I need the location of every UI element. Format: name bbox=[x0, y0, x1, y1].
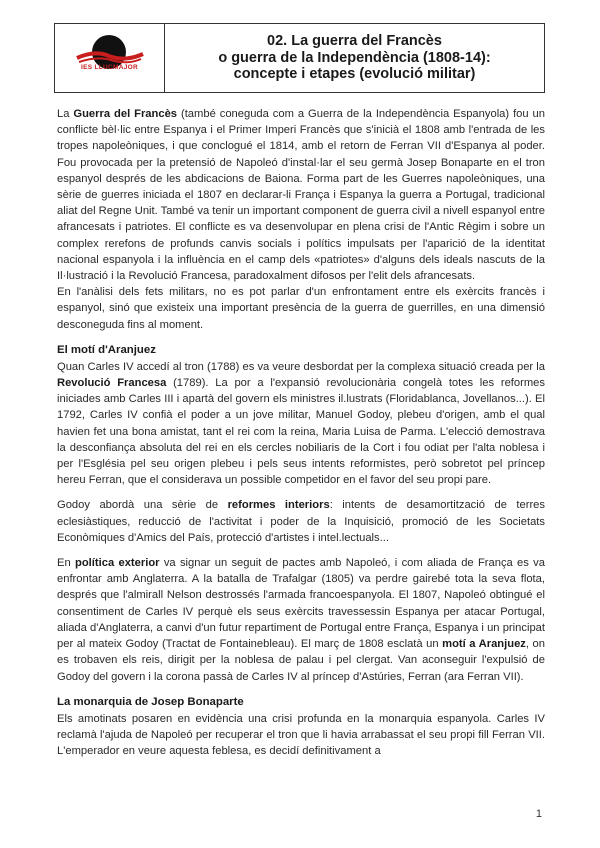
section-heading-monarquia: La monarquia de Josep Bonaparte bbox=[57, 695, 244, 708]
motin-paragraph-1: Quan Carles IV accedí al tron (1788) es va veure desbordat per la complexa situació creada per la Revolució Francesa (1789). La por a l'expansió revolucionària congelà totes les reformes iniciades amb Carles III i apartà del govern els ministres il.lustrats (Floridablanca, Jovellanos...). El 1792, Carles IV confià el poder a un jove militar, Manuel Godoy, plebeu d'origen, amb el qual havien fet una bona amistat, tant el rei com la reina, Maria Luisa de Parma. L'elecció demostrava la desconfiança absoluta del rei en els cercles nobiliaris de la Cort i fou odiat per l'alta noblesa i per l'Església pel seu origen plebeu i pels seus intents reformistes, però sobretot pel príncep hereu Ferran, que el considerava un possible competidor en el favor del seu propi pare. bbox=[57, 360, 545, 487]
page-title bbox=[165, 24, 544, 92]
title-line-2: o guerra de la Independència (1808-14): bbox=[218, 49, 491, 66]
school-logo bbox=[55, 24, 165, 92]
motin-paragraph-2: Godoy abordà una sèrie de reformes interiors: intents de desamortització de terres eclesiàstiques, reducció de l'activitat i poder de la Inquisició, promoció de les Societats Econòmiques d'Amics del País, protecció d'artistes i intel.lectuals... bbox=[57, 499, 545, 544]
term-politica-exterior: política exterior bbox=[75, 557, 160, 570]
term-moti-aranjuez: motí a Aranjuez bbox=[442, 638, 526, 651]
term-revolucio-francesa: Revolució Francesa bbox=[57, 377, 167, 390]
monarquia-paragraph-1: Els amotinats posaren en evidència una crisi profunda en la monarquia espanyola. Carles IV reclamà l'ajuda de Napoleó per recuperar el tron que li havia arrabassat el seu propi fill Ferran VII. L'emperador en veure aquesta feblesa, es decidí definitivament a bbox=[57, 712, 545, 758]
intro-paragraph-1: La Guerra del Francès (també coneguda com a Guerra de la Independència Espanyola) fou un conflicte bèl·lic entre Espanya i el Primer Imperi Francès que s'inicià el 1808 amb l'entrada de les tropes napoleòniques, i que conclogué el 1814, amb el retorn de Ferran VII d'Espanya al poder. Fou provocada per la pretensió de Napoleó d'instal·lar el seu germà Josep Bonaparte en el tron espanyol després de les abdicacions de Baiona. Forma part de les Guerres napoleòniques, una sèrie de guerres iniciada el 1807 en declarar-li França i Espanya la guerra a Portugal, tradicional aliat del Regne Unit. També va tenir un important component de guerra civil a nivell espanyol entre afrancesats i patriotes. El conflicte es va desenvolupar en plena crisi de l'Antic Règim i sobre un complex rerefons de profunds canvis socials i polítics impulsats per l'aparició de la identitat nacional espanyola i la influència en el camp dels «patriotes» d'alguns dels ideals nascuts de la Il·lustració i la Revolució Francesa, paradoxalment difosos per l'elit dels afrancesats. bbox=[57, 108, 545, 283]
page-number: 1 bbox=[535, 808, 542, 820]
title-line-1: 02. La guerra del Francès bbox=[267, 33, 442, 50]
school-logo-icon bbox=[75, 32, 145, 82]
term-reformes-interiors: reformes interiors bbox=[227, 499, 330, 512]
document-body bbox=[57, 106, 545, 759]
title-line-3: concepte i etapes (evolució militar) bbox=[233, 66, 476, 83]
term-guerra-frances: Guerra del Francès bbox=[73, 108, 178, 120]
logo-text: IES LLUCMAJOR bbox=[81, 64, 138, 71]
intro-paragraph-2: En l'anàlisi dels fets militars, no es pot parlar d'un enfrontament entre els exèrcits francès i espanyol, sinó que existeix una important presència de la guerra de guerrilles, en una dimensió desconeguda fins al moment. bbox=[57, 286, 545, 331]
document-header bbox=[54, 23, 545, 93]
section-heading-motin: El motí d'Aranjuez bbox=[57, 343, 156, 356]
motin-paragraph-3: En política exterior va signar un seguit de pactes amb Napoleó, i com aliada de França es va enfrontar amb Anglaterra. A la batalla de Trafalgar (1805) va perdre gairebé tota la seva flota, després que l'almirall Nelson destrossés l'armada francoespanyola. El 1807, Napoleó obtingué el consentiment de Carles IV perquè els seus exèrcits travessessin Espanya per atacar Portugal, aliada d'Anglaterra, a canvi d'un futur repartiment de Portugal entre França, Espanya i un principat per al mateix Godoy (Tractat de Fontainebleau). El març de 1808 esclatà un motí a Aranjuez, on es trobaven els reis, dirigit per la noblesa de palau i pel clergat. Van aconseguir l'expulsió de Godoy del govern i la corona passà de Carles IV al príncep d'Astúries, Ferran (ara Ferran VII). bbox=[57, 557, 545, 683]
